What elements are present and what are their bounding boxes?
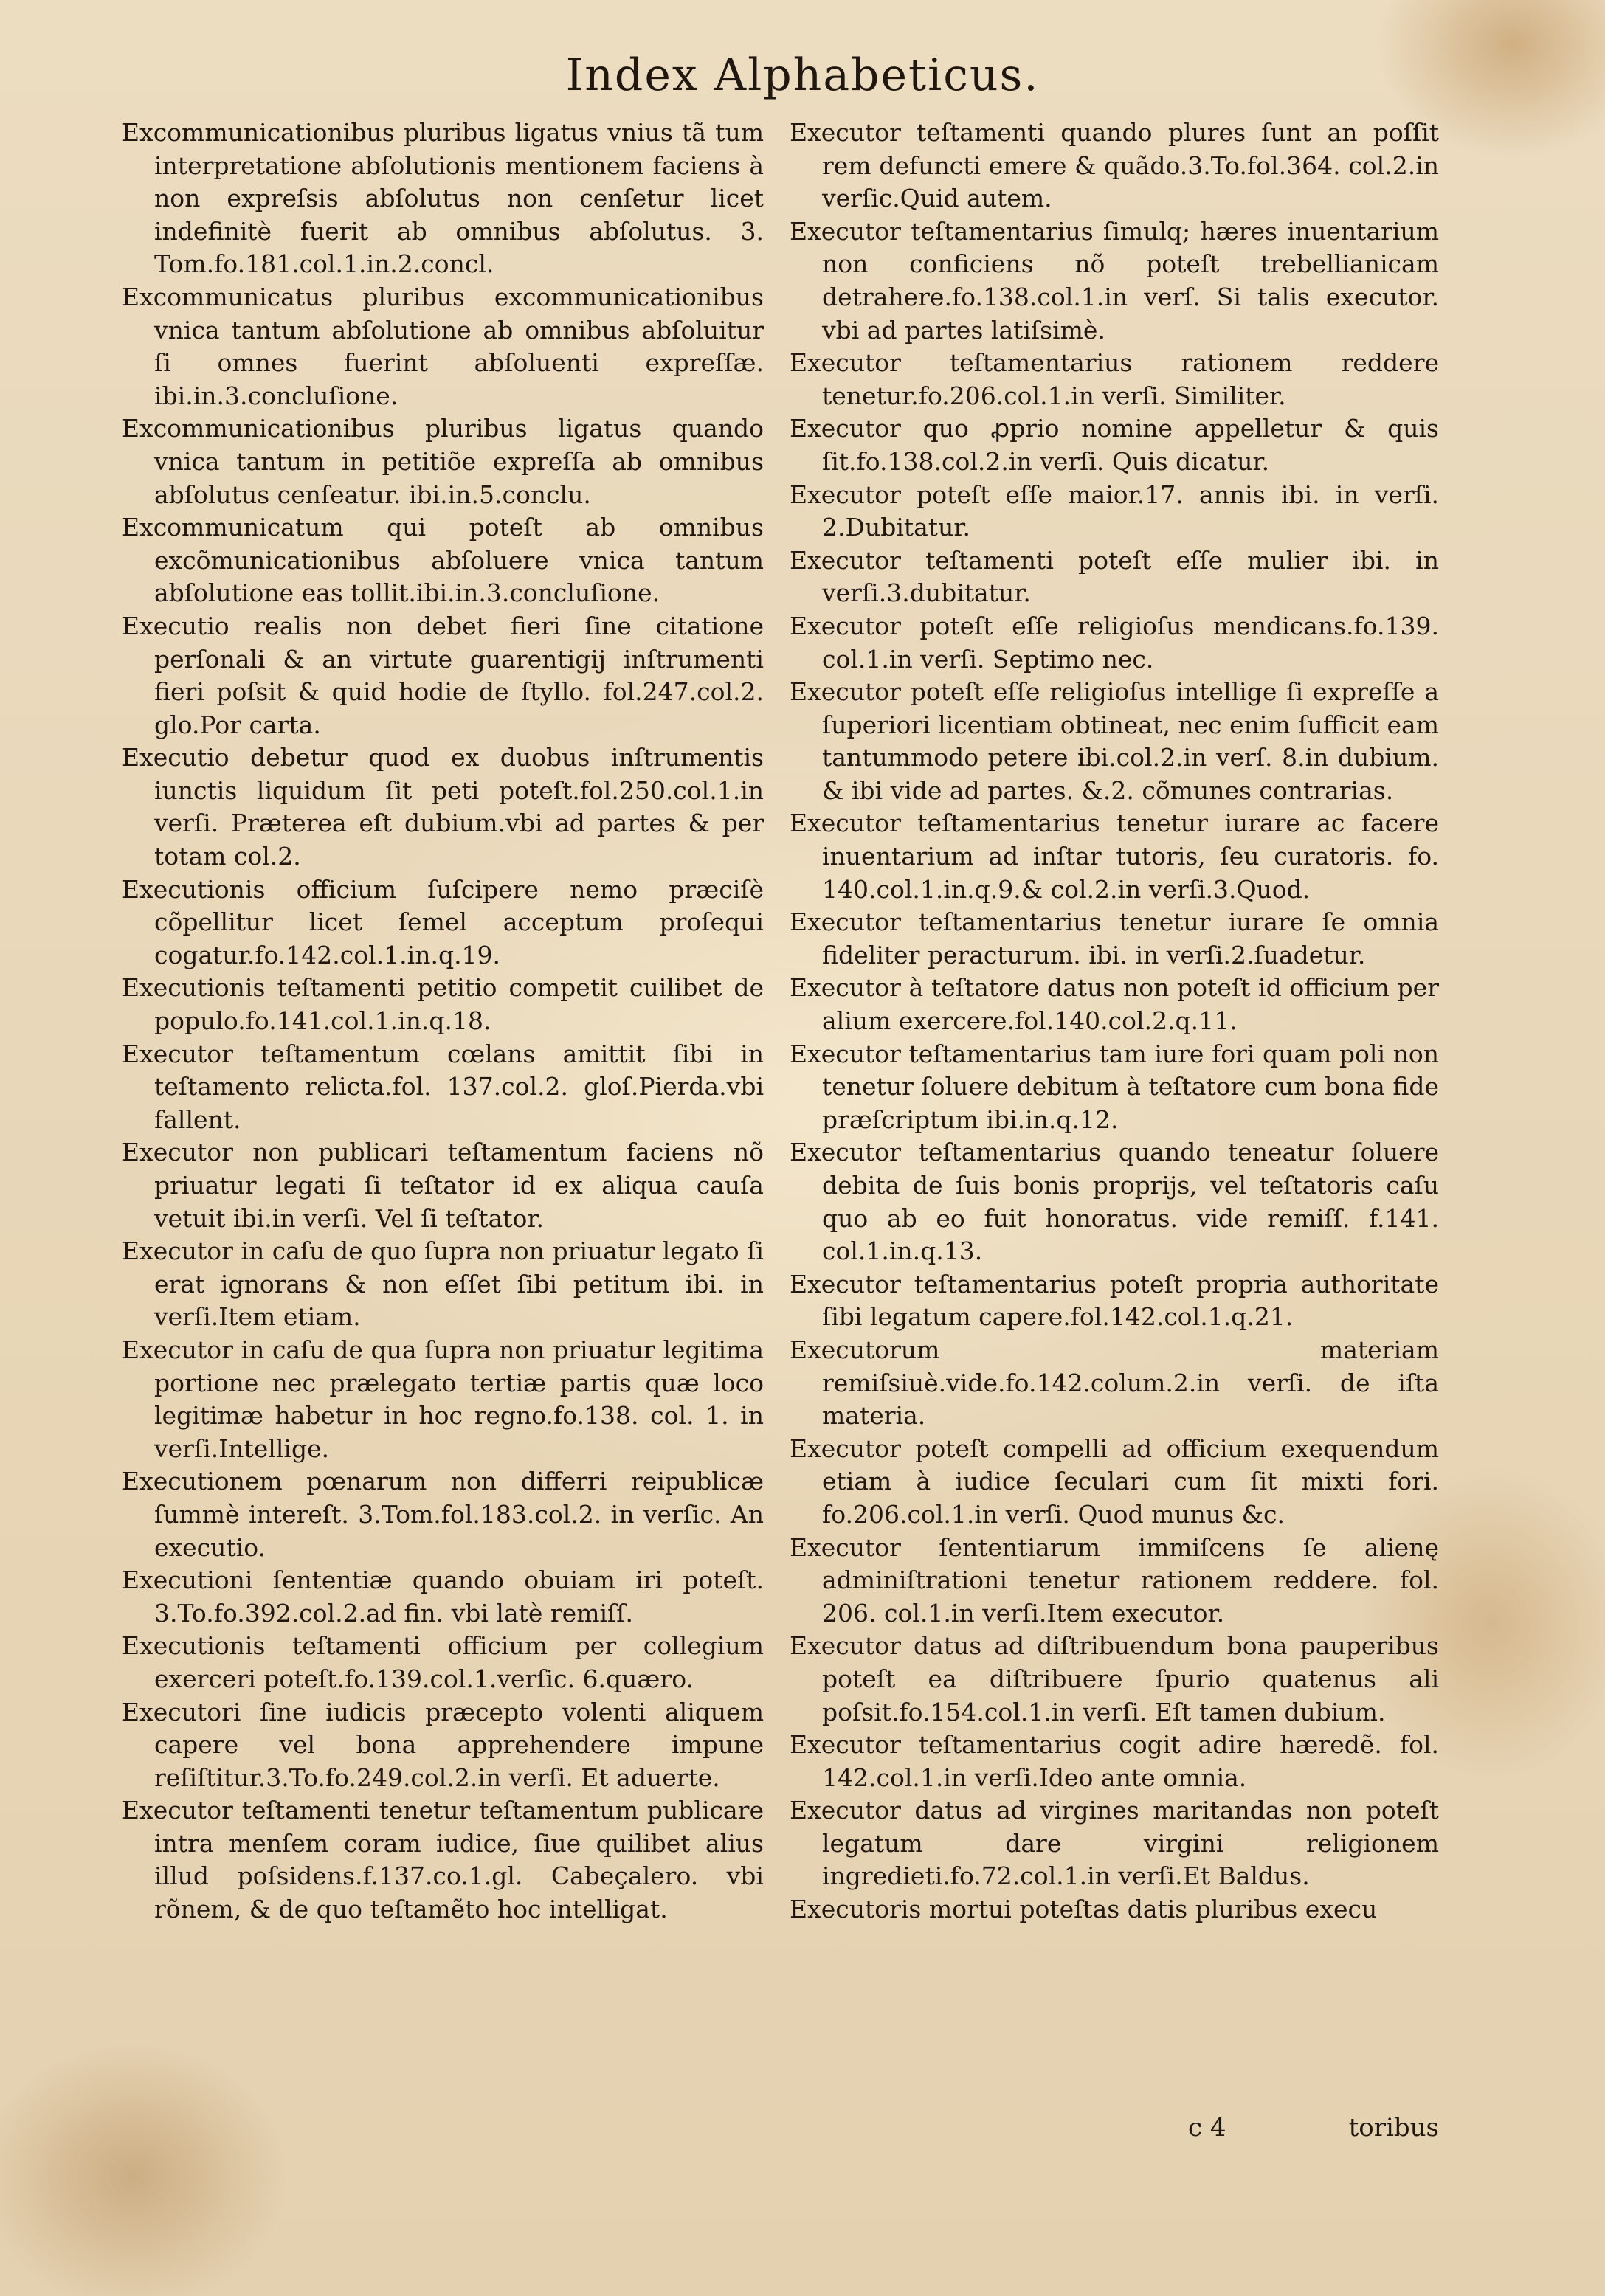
index-entry: Executor ſententiarum immiſcens ſe alienę adminiſtrationi tenetur rationem reddere. fol. 206. col.1.in verſi.Item executor. [790,1532,1439,1628]
index-entry: Executor teſtamentarius cogit adire hæredẽ. fol. 142.col.1.in verſi.Ideo ante omnia. [790,1730,1439,1792]
index-entry: Executor datus ad diſtribuendum bona pauperibus poteſt ea diſtribuere ſpurio quatenus ali poſsit.fo.154.col.1.in verſi. Eſt tamen dubium. [790,1631,1439,1726]
index-entry: Executionis officium ſuſcipere nemo præciſè cõpellitur licet ſemel acceptum proſequi cogatur.fo.142.col.1.in.q.19. [122,874,764,969]
index-entry: Executor teſtamenti tenetur teſtamentum publicare intra menſem coram iudice, ſiue quilibet alius illud poſsidens.f.137.co.1.gl. Cabeçalero. vbi rõnem, & de quo teſtamẽto hoc intelligat. [122,1796,764,1924]
index-entry: Excommunicationibus pluribus ligatus quando vnica tantum in petitiõe expreſſa ab omnibus abſolutus cenſeatur. ibi.in.5.conclu. [122,414,764,509]
index-entry: Executio debetur quod ex duobus inſtrumentis iunctis liquidum ſit peti poteſt.fol.250.col.1.in verſi. Præterea eſt dubium.vbi ad partes & per totam col.2. [122,743,764,871]
index-entry: Executor teſtamentarius tenetur iurare ac facere inuentarium ad inſtar tutoris, ſeu curatoris. fo. 140.col.1.in.q.9.& col.2.in verſi.3.Quod. [790,809,1439,904]
index-entry: Excommunicatum qui poteſt ab omnibus excõmunicationibus abſoluere vnica tantum abſolutione eas tollit.ibi.in.3.concluſione. [122,513,764,608]
index-entry: Executorum materiam remiſsiuè.vide.fo.142.colum.2.in verſi. de iſta materia. [790,1335,1439,1431]
index-entry: Executioni ſententiæ quando obuiam iri poteſt. 3.To.fo.392.col.2.ad fin. vbi latè remiſſ. [122,1566,764,1628]
catchword: toribus [1348,2113,1439,2143]
right-column [790,117,1439,1926]
index-entry: Executionis teſtamenti petitio competit cuilibet de populo.fo.141.col.1.in.q.18. [122,973,764,1036]
page-title: Index Alphabeticus. [565,49,1040,101]
index-entry: Executor teſtamentum cœlans amittit ſibi in teſtamento relicta.fol. 137.col.2. gloſ.Pierda.vbi fallent. [122,1039,764,1134]
index-entry: Executor teſtamentarius poteſt propria authoritate ſibi legatum capere.fol.142.col.1.q.21. [790,1269,1439,1332]
index-entry: Executio realis non debet fieri ſine citatione perſonali & an virtute guarentigij inſtrumenti fieri poſsit & quid hodie de ſtyllo. fol.247.col.2. glo.Por carta. [122,611,764,739]
index-entry: Executor teſtamentarius rationem reddere tenetur.fo.206.col.1.in verſi. Similiter. [790,348,1439,410]
index-entry: Executor non publicari teſtamentum faciens nõ priuatur legati ſi teſtator id ex aliqua cauſa vetuit ibi.in verſi. Vel ſi teſtator. [122,1138,764,1233]
index-entry: Excommunicatus pluribus excommunicationibus vnica tantum abſolutione ab omnibus abſoluitur ſi omnes fuerint abſoluenti expreſſæ. ibi.in.3.concluſione. [122,282,764,410]
index-entry: Executionem pœnarum non differri reipublicæ ſummè intereſt. 3.Tom.fol.183.col.2. in verſic. An executio. [122,1467,764,1562]
index-entry: Executionis teſtamenti officium per collegium exerceri poteſt.fo.139.col.1.verſic. 6.quæro. [122,1631,764,1693]
index-entry: Executor poteſt eſſe religioſus mendicans.fo.139. col.1.in verſi. Septimo nec. [790,611,1439,674]
index-entry: Executor poteſt eſſe religioſus intellige ſi expreſſe a ſuperiori licentiam obtineat, nec enim ſufficit eam tantummodo petere ibi.col.2.in verſ. 8.in dubium. & ibi vide ad partes. &.2. cõmunes contrarias. [790,677,1439,805]
index-entry: Executor poteſt compelli ad officium exequendum etiam à iudice ſeculari cum ſit mixti fori. fo.206.col.1.in verſi. Quod munus &c. [790,1434,1439,1529]
index-entry: Excommunicationibus pluribus ligatus vnius tã tum interpretatione abſolutionis mentionem faciens à non expreſsis abſolutus non cenſetur licet indefinitè fuerit ab omnibus abſolutus. 3. Tom.fo.181.col.1.in.2.concl. [122,118,764,279]
left-column [122,117,764,1926]
page-footer [1188,2112,1439,2144]
index-entry: Executor quo ꝓprio nomine appelletur & quis ſit.fo.138.col.2.in verſi. Quis dicatur. [790,414,1439,476]
index-entry: Executor teſtamenti quando plures ſunt an poſſit rem defuncti emere & quãdo.3.To.fol.364. col.2.in verſic.Quid autem. [790,118,1439,213]
index-entry: Executor teſtamentarius ſimulq; hæres inuentarium non conficiens nõ poteſt trebellianicam detrahere.fo.138.col.1.in verſ. Si talis executor. vbi ad partes latiſsimè. [790,216,1439,345]
index-entry: Executori ſine iudicis præcepto volenti aliquem capere vel bona apprehendere impune reſiſtitur.3.To.fo.249.col.2.in verſi. Et aduerte. [122,1697,764,1792]
index-entry: Executor teſtamentarius tam iure fori quam poli non tenetur ſoluere debitum à teſtatore cum bona fide præſcriptum ibi.in.q.12. [790,1039,1439,1134]
signature-mark: c 4 [1188,2113,1226,2143]
index-entry: Executor in caſu de qua ſupra non priuatur legitima portione nec prælegato tertiæ partis quæ loco legitimæ habetur in hoc regno.fo.138. col. 1. in verſi.Intellige. [122,1335,764,1463]
index-entry: Executor datus ad virgines maritandas non poteſt legatum dare virgini religionem ingredieti.fo.72.col.1.in verſi.Et Baldus. [790,1796,1439,1891]
index-entry: Executor in caſu de quo ſupra non priuatur legato ſi erat ignorans & non eſſet ſibi petitum ibi. in verſi.Item etiam. [122,1237,764,1332]
index-entry: Executoris mortui poteſtas datis pluribus execu [790,1895,1378,1924]
index-entry: Executor teſtamenti poteſt eſſe mulier ibi. in verſi.3.dubitatur. [790,545,1439,608]
index-entry: Executor teſtamentarius quando teneatur ſoluere debita de ſuis bonis proprijs, vel teſtatoris caſu quo ab eo fuit honoratus. vide remiſſ. f.141. col.1.in.q.13. [790,1138,1439,1266]
index-entry: Executor teſtamentarius tenetur iurare ſe omnia fideliter peracturum. ibi. in verſi.2.ſuadetur. [790,907,1439,969]
index-entry: Executor poteſt eſſe maior.17. annis ibi. in verſi. 2.Dubitatur. [790,480,1439,542]
index-entry: Executor à teſtatore datus non poteſt id officium per alium exercere.fol.140.col.2.q.11. [790,973,1439,1036]
